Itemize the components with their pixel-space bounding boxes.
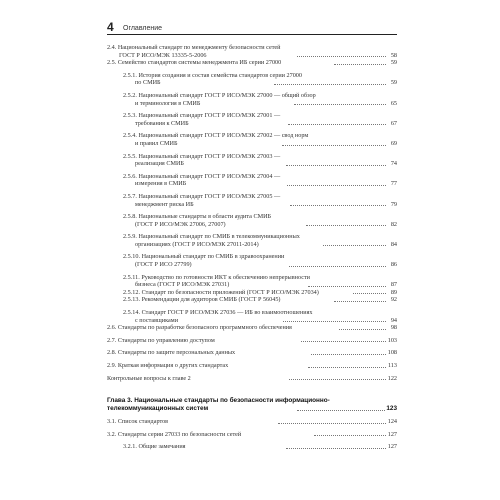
toc-entry-label: 2.5.9. Национальный стандарт по СМИБ в телекоммуникационных xyxy=(123,233,300,241)
toc-entry-label: 2.5.8. Национальные стандарты в области аудита СМИБ xyxy=(123,213,272,221)
toc-page-number: 59 xyxy=(390,79,398,87)
leader-dots xyxy=(297,410,385,411)
leader-dots xyxy=(339,329,386,330)
toc-entry-label: 2.8. Стандарты по защите персональных данных xyxy=(107,349,236,357)
toc-entry-label: 2.6. Стандарты по разработке безопасного программного обеспечения xyxy=(107,324,292,332)
toc-page-number: 77 xyxy=(390,180,397,188)
toc-entry-label: Контрольные вопросы к главе 2 xyxy=(107,374,191,382)
toc-entry-label: 2.5.7. Национальный стандарт ГОСТ Р ИСО/МЭК 27005 — xyxy=(123,192,281,200)
toc-entry-label: и терминология в СМИБ xyxy=(135,99,201,107)
toc-entry-label: 2.7. Стандарты по управлению доступом xyxy=(107,336,215,344)
toc-entry-label: 2.5.4. Национальный стандарт ГОСТ Р ИСО/МЭК 27002 — свод норм xyxy=(123,132,309,140)
toc-page-number: 127 xyxy=(387,430,397,438)
toc-chapter-label: Глава 3. Национальные стандарты по безопасности информационно- xyxy=(107,397,330,405)
toc-entry-label: требования к СМИБ xyxy=(135,119,189,127)
toc-page-number: 103 xyxy=(387,336,397,344)
leader-dots xyxy=(314,435,386,436)
toc-entry-label: 2.5.3. Национальный стандарт ГОСТ Р ИСО/МЭК 27001 — xyxy=(123,112,281,120)
toc-entry-label: 2.5.2. Национальный стандарт ГОСТ Р ИСО/МЭК 27000 — общий обзор xyxy=(123,91,316,99)
toc-page-number: 79 xyxy=(390,200,398,208)
toc-entry-label: 2.5. Семейство стандартов системы менеджмента ИБ серии 27000 xyxy=(107,59,282,67)
leader-dots xyxy=(334,301,386,302)
toc-page-number: 74 xyxy=(390,160,398,168)
toc-page-number: 59 xyxy=(390,59,397,67)
leader-dots xyxy=(286,448,386,449)
leader-dots xyxy=(289,379,386,380)
toc-entry-label: 2.4. Национальный стандарт по менеджменту безопасности сетей xyxy=(107,44,281,51)
toc-page-number: 113 xyxy=(387,362,397,369)
toc-entry-2-5-1[interactable] xyxy=(107,72,397,87)
toc-entry-3-1[interactable] xyxy=(107,418,397,426)
toc-entry-label: 2.5.11. Руководство по готовности ИКТ к обеспечению непрерывности xyxy=(123,273,310,281)
toc-entry-2-5-13[interactable] xyxy=(107,296,397,304)
toc-entry-2-5-10[interactable] xyxy=(107,253,397,268)
toc-entry-2-5-3[interactable] xyxy=(107,112,397,127)
toc-entry-label: 2.9. Краткая информация о других стандартах xyxy=(107,362,229,369)
leader-dots xyxy=(288,124,386,125)
toc-entry-3-2-1[interactable] xyxy=(107,443,397,451)
toc-entry-label: и правил СМИБ xyxy=(135,139,178,147)
toc-chapter-3[interactable] xyxy=(107,397,397,413)
leader-dots xyxy=(274,84,386,85)
toc-entry-2-5[interactable] xyxy=(107,59,397,67)
toc-page-number: 58 xyxy=(390,51,398,59)
toc-entry-label: 2.5.14. Стандарт ГОСТ Р ИСО/МЭК 27036 — ИБ во взаимоотношениях xyxy=(123,309,313,317)
toc-page-number: 86 xyxy=(390,261,398,269)
leader-dots xyxy=(308,367,386,368)
toc-entry-label: 2.5.6. Национальный стандарт ГОСТ Р ИСО/МЭК 27004 — xyxy=(123,172,281,180)
leader-dots xyxy=(286,165,387,166)
toc-entry-label: 2.5.12. Стандарт по безопасности приложений (ГОСТ Р ИСО/МЭК 27034) xyxy=(123,288,319,296)
leader-dots xyxy=(294,104,386,105)
toc-entry-review-questions-2[interactable] xyxy=(107,375,397,383)
toc-entry-label: измерения в СМИБ xyxy=(135,180,187,188)
toc-page-number: 92 xyxy=(390,296,398,304)
toc-entry-label: реализация СМИБ xyxy=(135,160,184,168)
toc-entry-label: 2.5.5. Национальный стандарт ГОСТ Р ИСО/МЭК 27003 — xyxy=(123,152,281,160)
toc-entry-label: (ГОСТ Р ИСО 27799) xyxy=(135,261,192,269)
toc-page-number: 67 xyxy=(390,119,398,127)
toc-entry-label: (ГОСТ Р ИСО/МЭК 27006, 27007) xyxy=(135,220,226,228)
leader-dots xyxy=(297,56,386,57)
toc-entry-2-9[interactable] xyxy=(107,362,397,370)
toc-entry-2-5-11[interactable] xyxy=(107,274,397,289)
toc-entry-2-5-9[interactable] xyxy=(107,233,397,248)
toc-page-number: 82 xyxy=(390,220,398,228)
toc-entry-label: 2.5.13. Рекомендации для аудиторов СМИБ (ГОСТ Р 56045) xyxy=(123,296,281,304)
table-of-contents xyxy=(107,44,397,451)
leader-dots xyxy=(278,423,386,424)
toc-entry-2-4[interactable] xyxy=(107,44,397,59)
toc-entry-2-6[interactable] xyxy=(107,324,397,332)
toc-entry-label: 3.2.1. Общие замечания xyxy=(123,443,186,451)
toc-entry-label: бизнеса (ГОСТ Р ИСО/МЭК 27031) xyxy=(135,281,230,289)
toc-page-number: 89 xyxy=(390,288,398,296)
page-number: 4 xyxy=(107,20,114,34)
toc-page-number: 123 xyxy=(386,405,398,413)
leader-dots xyxy=(282,145,386,146)
toc-page-number: 122 xyxy=(387,374,397,382)
toc-entry-label: с поставщиками xyxy=(135,316,179,324)
toc-entry-2-7[interactable] xyxy=(107,337,397,345)
toc-entry-2-5-8[interactable] xyxy=(107,213,397,228)
toc-entry-2-8[interactable] xyxy=(107,349,397,357)
toc-page-number: 124 xyxy=(387,418,398,426)
leader-dots xyxy=(308,286,386,287)
toc-entry-label: 2.5.10. Национальный стандарт по СМИБ в здравоохранении xyxy=(123,253,285,261)
toc-page-number: 69 xyxy=(390,139,397,147)
leader-dots xyxy=(334,64,386,65)
toc-entry-label: ГОСТ Р ИСО/МЭК 13335-5-2006 xyxy=(119,51,207,59)
toc-page-number: 65 xyxy=(390,99,397,107)
toc-entry-label: организациях (ГОСТ Р ИСО/МЭК 27011-2014) xyxy=(135,240,259,248)
toc-entry-2-5-2[interactable] xyxy=(107,92,397,107)
leader-dots xyxy=(287,185,386,186)
toc-entry-label: 3.1. Список стандартов xyxy=(107,418,169,426)
toc-entry-2-5-6[interactable] xyxy=(107,173,397,188)
running-header xyxy=(107,18,397,35)
toc-page-number: 84 xyxy=(390,240,398,248)
running-title: Оглавление xyxy=(123,25,163,32)
toc-entry-label: менеджмент риска ИБ xyxy=(135,200,194,208)
leader-dots xyxy=(290,205,386,206)
leader-dots xyxy=(311,354,386,355)
toc-entry-2-5-14[interactable] xyxy=(107,309,397,324)
toc-chapter-label: телекоммуникационных систем xyxy=(107,405,209,413)
toc-page-number: 94 xyxy=(390,316,398,324)
leader-dots xyxy=(283,321,387,322)
toc-entry-2-5-7[interactable] xyxy=(107,193,397,208)
toc-page-number: 87 xyxy=(390,281,397,289)
toc-page-number: 127 xyxy=(387,443,398,451)
toc-entry-2-5-12[interactable] xyxy=(107,289,397,297)
leader-dots xyxy=(323,245,386,246)
toc-page-number: 108 xyxy=(387,349,398,357)
toc-entry-2-5-4[interactable] xyxy=(107,132,397,147)
toc-page-number: 98 xyxy=(390,324,398,332)
toc-entry-label: 3.2. Стандарты серии 27033 по безопасности сетей xyxy=(107,430,242,438)
toc-entry-label: по СМИБ xyxy=(135,79,161,87)
leader-dots xyxy=(353,293,386,294)
leader-dots xyxy=(301,341,386,342)
toc-entry-label: 2.5.1. История создания и состав семейства стандартов серии 27000 xyxy=(123,71,302,79)
toc-entry-2-5-5[interactable] xyxy=(107,153,397,168)
toc-entry-3-2[interactable] xyxy=(107,431,397,439)
leader-dots xyxy=(306,225,386,226)
leader-dots xyxy=(289,266,386,267)
